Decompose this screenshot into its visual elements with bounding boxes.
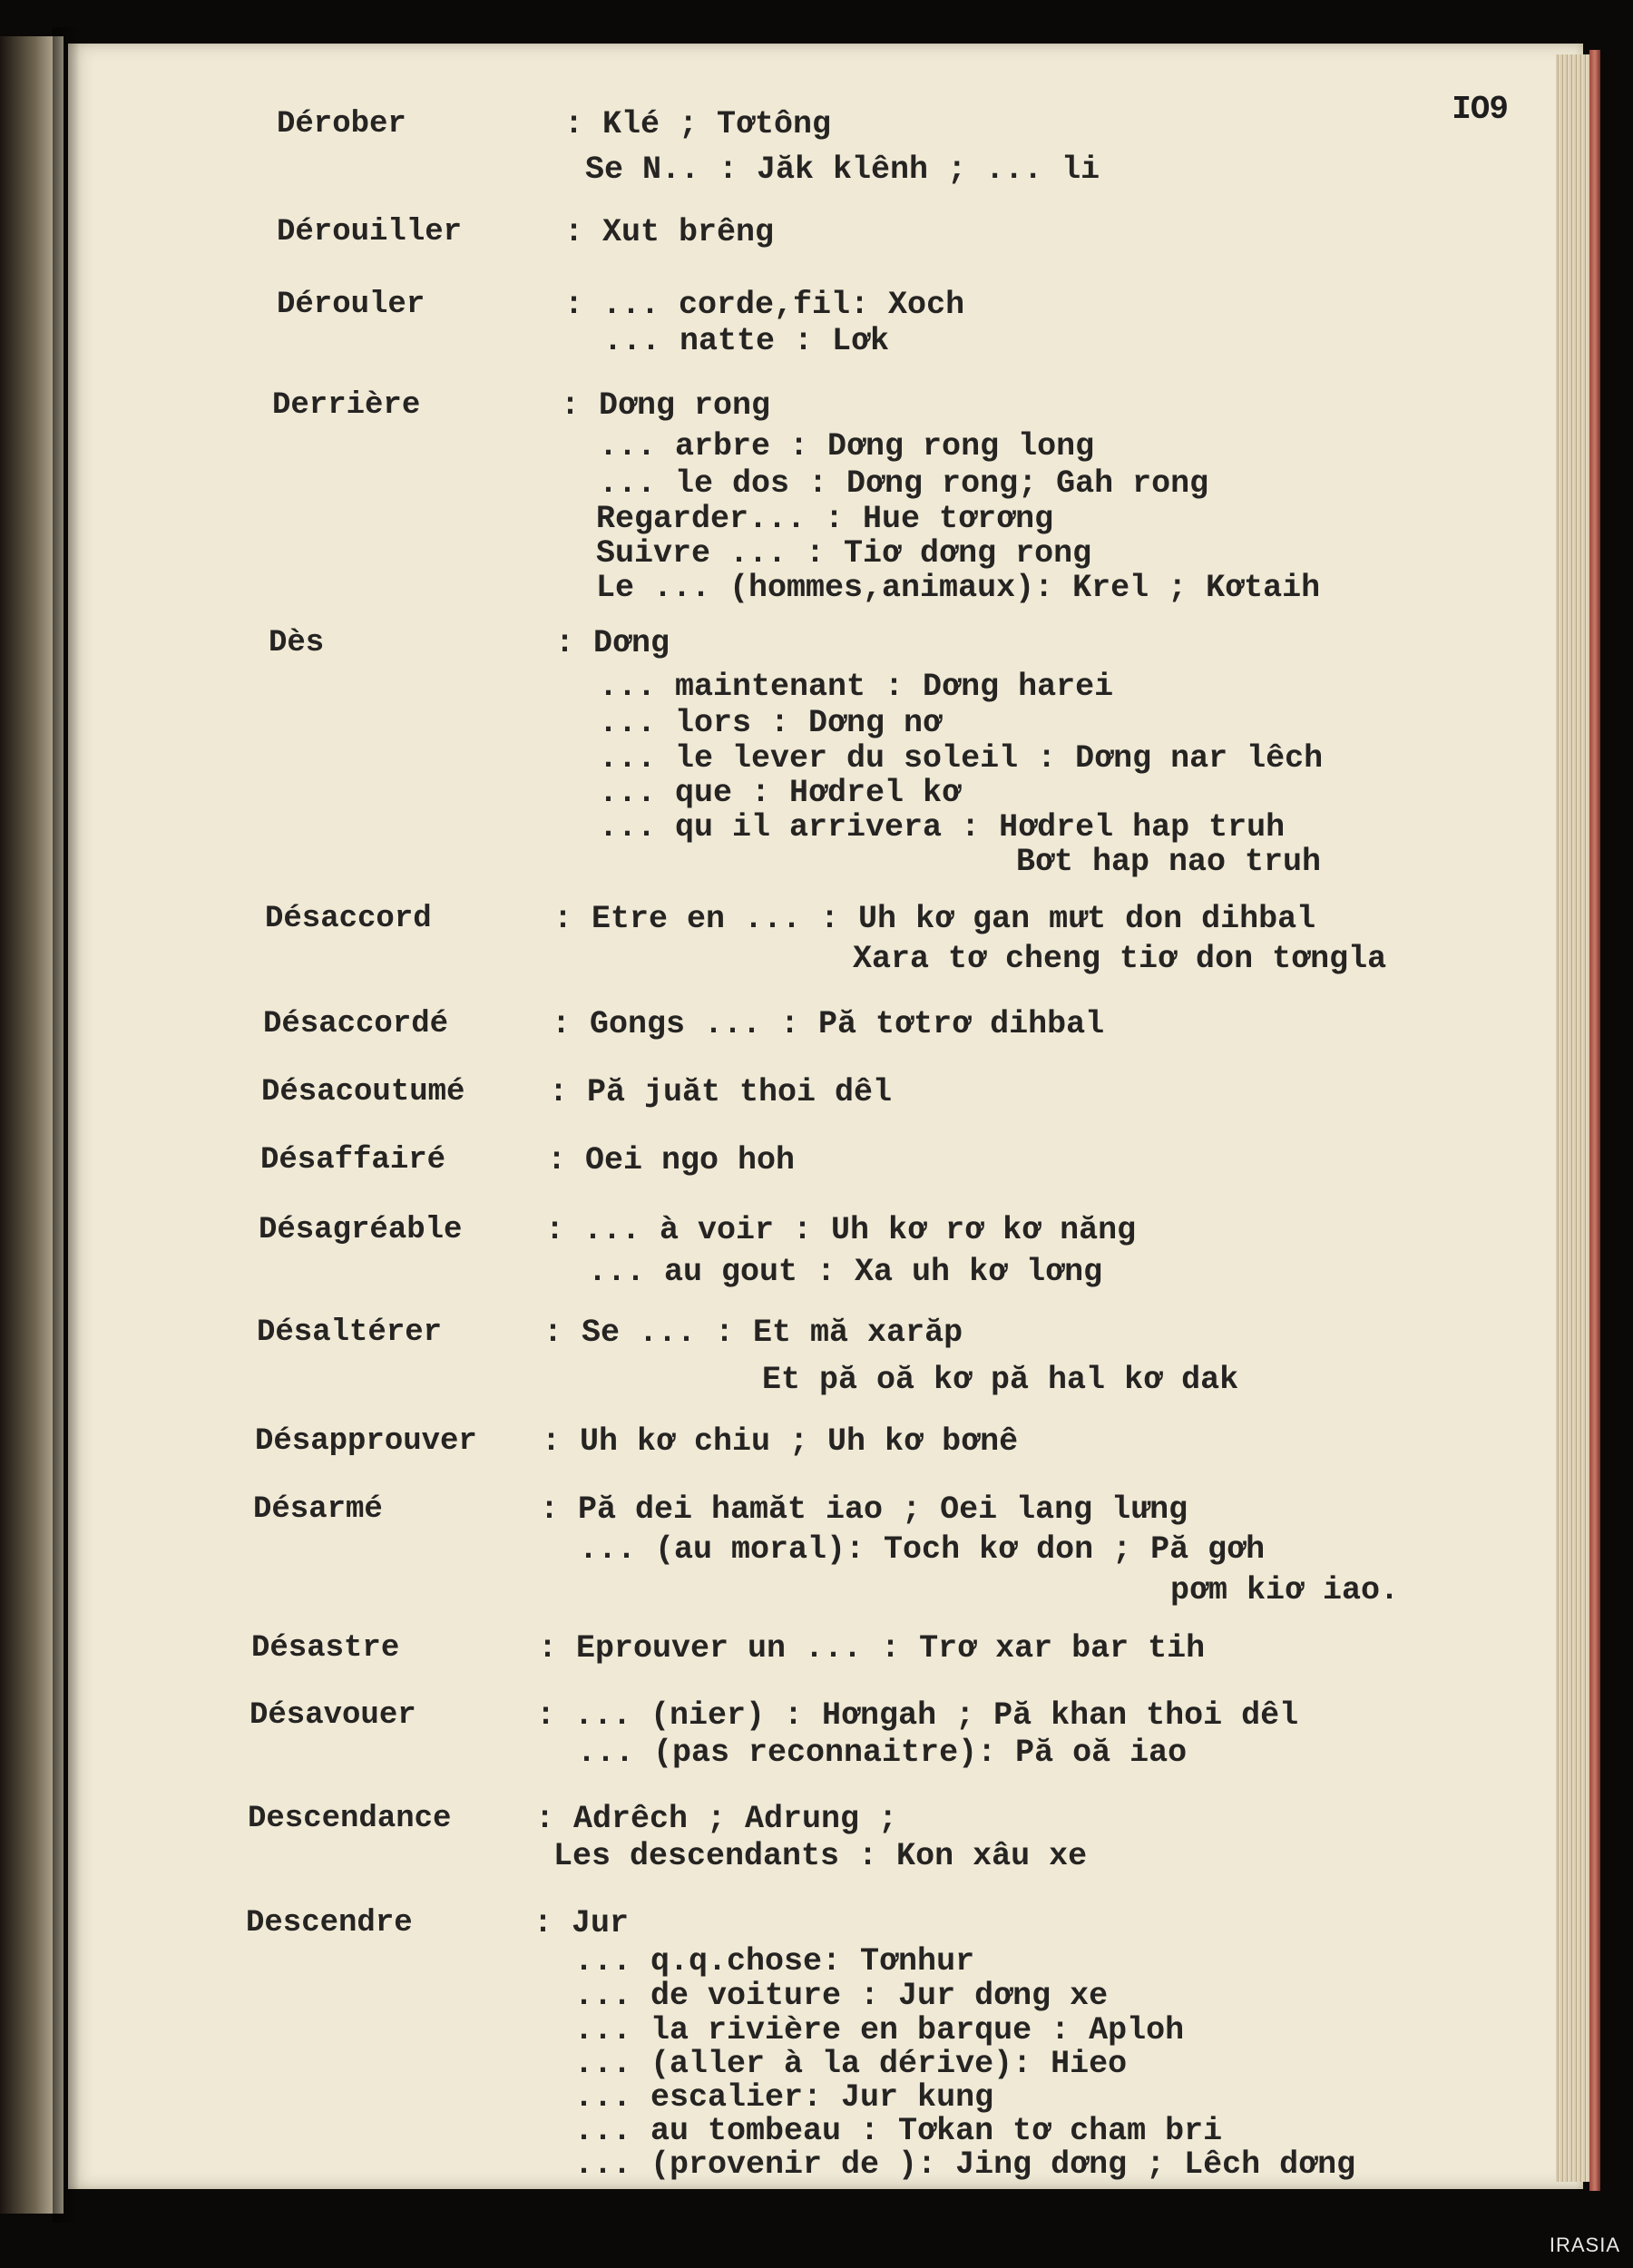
entry-headword: Désavouer — [249, 1698, 416, 1733]
entry-line: : Pă dei hamăt iao ; Oei lang lưng — [540, 1491, 1188, 1528]
entry-line: Le ... (hommes,animaux): Krel ; Kơtaih — [596, 570, 1321, 606]
entry-headword: Derrière — [272, 388, 421, 423]
entry-line: ... (au moral): Toch kơ don ; Pă gơh — [579, 1531, 1266, 1568]
entry-headword: Désaltérer — [257, 1315, 443, 1350]
entry-line: : Dơng rong — [561, 387, 771, 424]
entry-line: ... que : Hơdrel kơ — [599, 775, 962, 811]
entry-headword: Désagréable — [259, 1213, 463, 1247]
entry-line: ... le lever du soleil : Dơng nar lêch — [599, 740, 1324, 777]
entry-headword: Dès — [269, 626, 325, 660]
entry-line: ... la rivière en barque : Aploh — [574, 2012, 1185, 2048]
entry-line: ... natte : Lơk — [603, 323, 890, 359]
entry-line: : Eprouver un ... : Trơ xar bar tih — [538, 1630, 1206, 1667]
entry-line: Bơt hap nao truh — [1016, 844, 1322, 880]
entry-line: : Se ... : Et mă xarăp — [543, 1315, 963, 1351]
entry-line: ... au gout : Xa uh kơ lơng — [588, 1254, 1103, 1290]
entry-line: Les descendants : Kon xâu xe — [553, 1838, 1088, 1874]
entry-headword: Descendre — [246, 1906, 413, 1941]
entry-headword: Descendance — [248, 1802, 452, 1836]
entry-headword: Désaccord — [265, 902, 432, 936]
entry-headword: Dérouler — [277, 288, 425, 322]
entry-line: : ... (nier) : Hơngah ; Pă khan thoi dêl — [536, 1697, 1299, 1734]
entry-headword: Désastre — [251, 1631, 400, 1666]
entry-line: : Xut brêng — [564, 214, 775, 250]
entry-line: Regarder... : Hue tơrơng — [596, 501, 1054, 537]
entry-line: : Adrêch ; Adrung ; — [535, 1801, 898, 1837]
entry-line: : ... à voir : Uh kơ rơ kơ năng — [545, 1212, 1137, 1248]
entry-line: ... (aller à la dérive): Hieo — [574, 2046, 1128, 2082]
entry-line: Se N.. : Jăk klênh ; ... li — [585, 152, 1100, 188]
entry-line: : Klé ; Tơtông — [564, 106, 832, 142]
entry-headword: Désaccordé — [263, 1007, 449, 1041]
entry-headword: Dérober — [277, 107, 406, 142]
entry-line: : Etre en ... : Uh kơ gan mưt don dihbal — [553, 901, 1316, 937]
entry-line: ... de voiture : Jur dơng xe — [574, 1978, 1109, 2014]
entry-headword: Désaffairé — [260, 1143, 446, 1178]
entry-line: ... escalier: Jur kung — [574, 2079, 994, 2116]
entry-line: : Dơng — [555, 625, 670, 661]
entry-line: ... (pas reconnaitre): Pă oă iao — [577, 1735, 1188, 1771]
entry-line: Xara tơ cheng tiơ don tơngla — [853, 941, 1387, 977]
entry-line: : Jur — [533, 1905, 630, 1941]
entry-line: ... le dos : Dơng rong; Gah rong — [599, 465, 1209, 502]
entry-line: : Gongs ... : Pă tơtrơ dihbal — [552, 1006, 1105, 1042]
entry-line: : Oei ngo hoh — [547, 1142, 796, 1178]
entry-line: : Uh kơ chiu ; Uh kơ bơnê — [542, 1423, 1019, 1460]
entry-line: ... q.q.chose: Tơnhur — [574, 1943, 975, 1980]
entry-line: ... maintenant : Dơng harei — [599, 669, 1114, 705]
entry-line: pơm kiơ iao. — [1170, 1572, 1400, 1608]
entry-line: Suivre ... : Tiơ dơng rong — [596, 535, 1092, 572]
entry-line: ... lors : Dơng nơ — [599, 705, 943, 741]
entry-headword: Désacoutumé — [261, 1075, 465, 1110]
entry-line: : Pă juăt thoi dêl — [549, 1074, 893, 1110]
entry-line: ... (provenir de ): Jing dơng ; Lêch dơng — [574, 2146, 1356, 2183]
entry-line: ... au tombeau : Tơkan tơ cham bri — [574, 2113, 1223, 2149]
watermark: IRASIA — [1549, 2234, 1620, 2256]
entry-headword: Désapprouver — [255, 1424, 477, 1459]
entry-line: ... qu il arrivera : Hơdrel hap truh — [599, 809, 1286, 846]
entry-headword: Dérouiller — [277, 215, 463, 249]
entry-headword: Désarmé — [253, 1492, 383, 1527]
entry-line: : ... corde,fil: Xoch — [564, 287, 965, 323]
entry-line: Et pă oă kơ pă hal kơ dak — [762, 1362, 1239, 1398]
entry-line: ... arbre : Dơng rong long — [599, 428, 1095, 464]
page-number: IO9 — [1452, 91, 1508, 128]
